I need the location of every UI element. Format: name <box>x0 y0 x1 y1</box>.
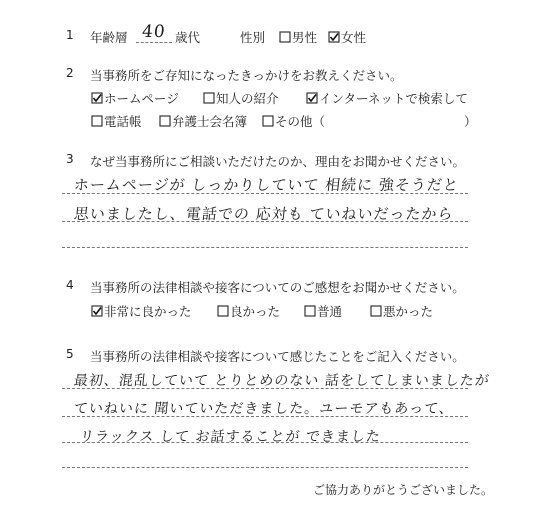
option-label-homepage: ホームページ <box>104 91 179 106</box>
q4-number: 4 <box>66 278 74 292</box>
q2-number: 2 <box>66 66 74 80</box>
checkbox-empty-icon <box>279 31 291 43</box>
option-label-female: 女性 <box>341 30 367 45</box>
q5-answer-line: ていねいに 聞いていただきました。ユーモアもあって、 <box>73 401 455 417</box>
checkbox-checked-icon <box>91 305 103 317</box>
checkbox-empty-icon <box>262 115 274 127</box>
age-label: 年齢層 <box>90 30 128 45</box>
option-label-internet-search: インターネットで検索して <box>319 91 468 106</box>
age-underline <box>136 42 172 43</box>
checkbox-female[interactable] <box>328 28 366 46</box>
checkbox-empty-icon <box>91 115 103 127</box>
checkbox-bar-directory[interactable] <box>159 112 247 130</box>
checkbox-checked-icon <box>306 92 318 104</box>
checkbox-very-good[interactable] <box>91 302 192 320</box>
checkbox-empty-icon <box>203 92 215 104</box>
q2-text: 当事務所をご存知になったきっかけをお教えください。 <box>90 68 403 83</box>
checkbox-internet-search[interactable] <box>306 89 468 107</box>
answer-rule <box>62 193 468 194</box>
checkbox-empty-icon <box>159 115 171 127</box>
checkbox-average[interactable] <box>304 302 342 320</box>
checkbox-empty-icon <box>304 305 316 317</box>
checkbox-phonebook[interactable] <box>91 112 142 130</box>
age-value[interactable]: 40 <box>140 22 167 42</box>
q1-number: 1 <box>66 28 74 42</box>
option-label-phonebook: 電話帳 <box>104 114 142 129</box>
checkbox-empty-icon <box>370 305 382 317</box>
age-suffix: 歳代 <box>175 30 201 45</box>
checkbox-bad[interactable] <box>370 302 433 320</box>
q3-text: なぜ当事務所にご相談いただけたのか、理由をお聞かせください。 <box>90 154 466 169</box>
option-label-male: 男性 <box>292 30 318 45</box>
option-label-referral: 知人の紹介 <box>216 91 279 106</box>
other-close-paren: ） <box>464 114 477 129</box>
q3-answer-line: ホームページが しっかりしていて 相続に 強そうだと <box>73 176 460 194</box>
checkbox-homepage[interactable] <box>91 89 179 107</box>
answer-rule <box>62 247 468 248</box>
option-label-good: 良かった <box>230 304 281 319</box>
option-label-very-good: 非常に良かった <box>104 304 192 319</box>
q5-number: 5 <box>66 347 74 361</box>
q4-text: 当事務所の法律相談や接客についてのご感想をお聞かせください。 <box>90 280 465 295</box>
answer-rule <box>62 221 468 222</box>
checkbox-good[interactable] <box>217 302 280 320</box>
option-label-bad: 悪かった <box>383 304 434 319</box>
checkbox-empty-icon <box>217 305 229 317</box>
q5-answer-line: リラックス して お話することが できました <box>79 429 382 445</box>
checkbox-referral[interactable] <box>203 89 279 107</box>
checkbox-checked-icon <box>91 92 103 104</box>
checkbox-other[interactable] <box>262 112 325 130</box>
footer-thanks: ご協力ありがとうございました。 <box>313 483 494 497</box>
checkbox-male[interactable] <box>279 28 317 46</box>
gender-label: 性別 <box>240 30 266 45</box>
answer-rule <box>62 467 468 468</box>
answer-rule <box>62 416 468 417</box>
q5-text: 当事務所の法律相談や接客について感じたことをご記入ください。 <box>90 349 465 364</box>
option-label-bar-directory: 弁護士会名簿 <box>172 114 248 129</box>
q3-answer-line: 思いましたし、電話での 応対も ていねいだったから <box>73 205 455 223</box>
q5-answer-line: 最初、混乱していて とりとめのない 話をしてしまいましたが <box>73 373 491 389</box>
q3-number: 3 <box>66 152 74 166</box>
answer-rule <box>62 442 468 443</box>
option-label-average: 普通 <box>317 304 343 319</box>
option-label-other: その他（ <box>275 114 326 129</box>
checkbox-checked-icon <box>328 31 340 43</box>
answer-rule <box>62 388 468 389</box>
